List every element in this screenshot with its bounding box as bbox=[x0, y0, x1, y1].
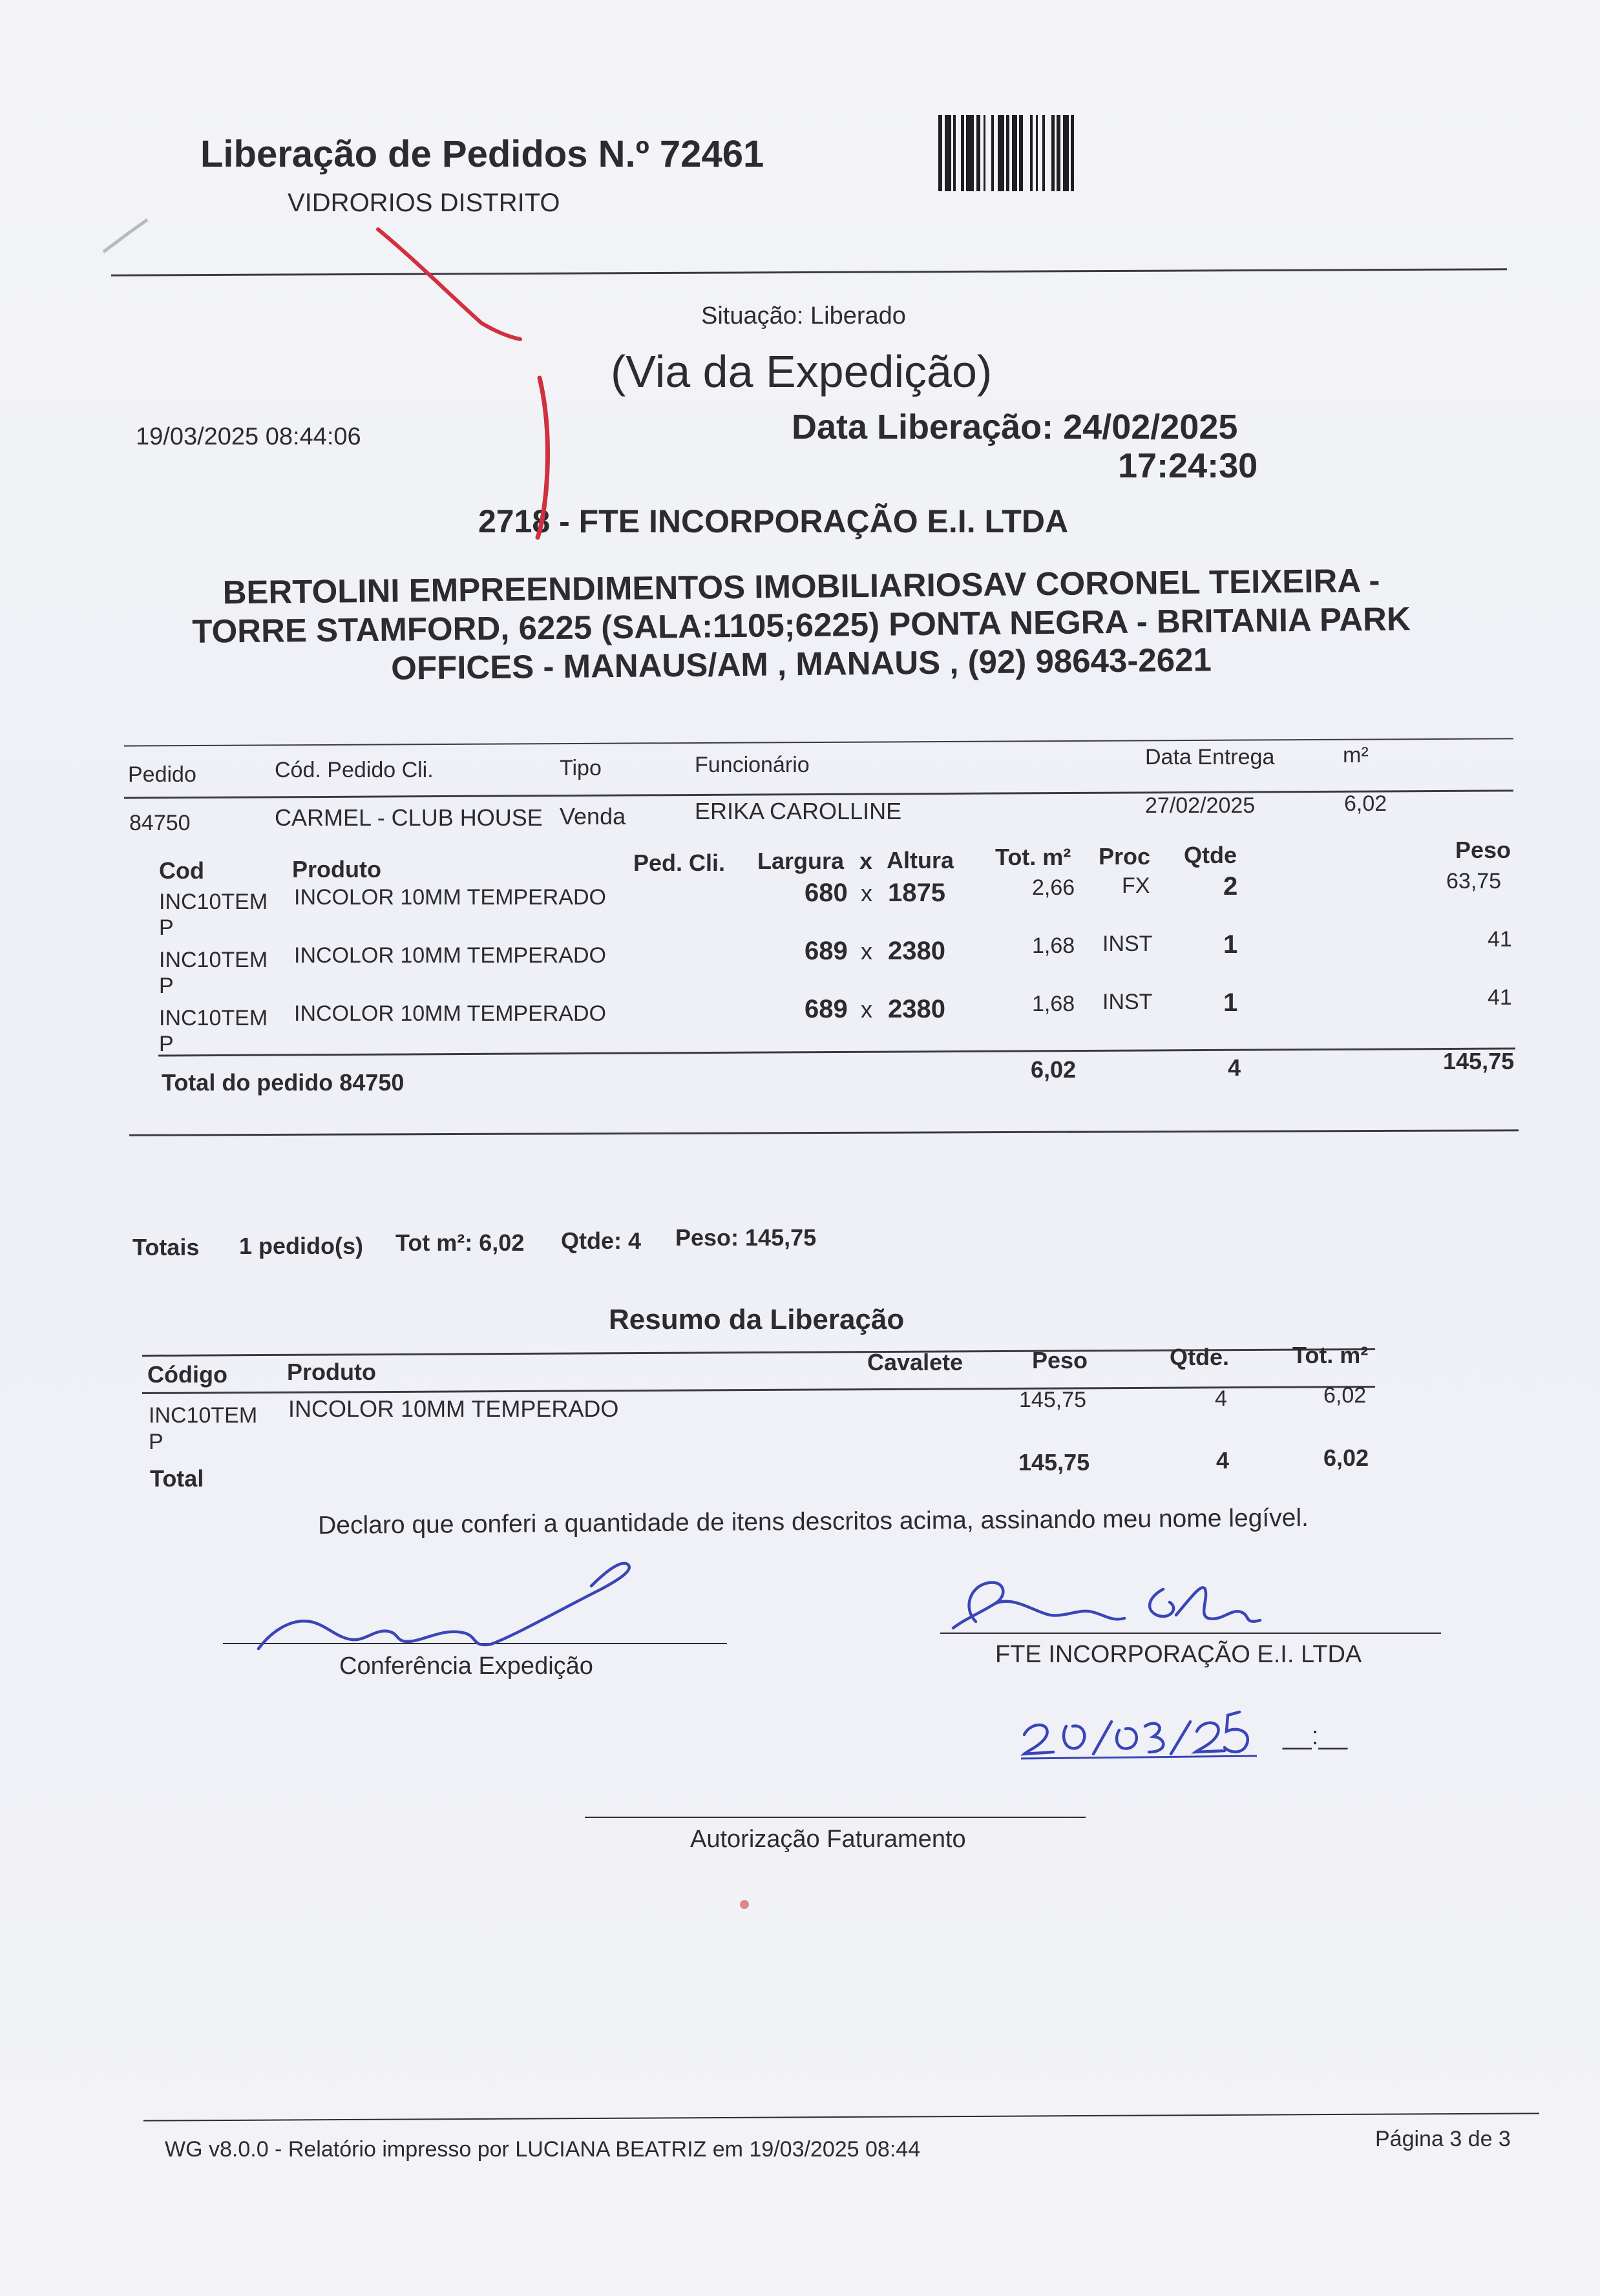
printed-datetime: 19/03/2025 08:44:06 bbox=[136, 423, 361, 450]
summary-cell-codigo: INC10TEM bbox=[149, 1403, 258, 1428]
signature-right bbox=[953, 1583, 1260, 1628]
summary-cell-qtde: 4 bbox=[1215, 1386, 1227, 1411]
summary-header-tot-m2: Tot. m² bbox=[1292, 1342, 1369, 1368]
items-header-qtde: Qtde bbox=[1184, 842, 1237, 868]
summary-header-cavalete: Cavalete bbox=[867, 1349, 963, 1375]
order-cell-tipo: Venda bbox=[560, 803, 626, 830]
footer-page-number: Página 3 de 3 bbox=[1375, 2127, 1511, 2151]
item-peso: 63,75 bbox=[1446, 869, 1502, 893]
order-header-tipo: Tipo bbox=[560, 756, 602, 780]
summary-cell-produto: INCOLOR 10MM TEMPERADO bbox=[288, 1395, 619, 1422]
summary-cell-tot-m2: 6,02 bbox=[1323, 1383, 1367, 1408]
client-name: 2718 - FTE INCORPORAÇÃO E.I. LTDA bbox=[478, 503, 1069, 539]
item-produto: INCOLOR 10MM TEMPERADO bbox=[294, 1001, 607, 1026]
item-largura: 689 bbox=[805, 995, 848, 1023]
order-header-funcionario: Funcionário bbox=[695, 753, 810, 777]
order-cell-pedido: 84750 bbox=[129, 811, 191, 835]
totals-m2: Tot m²: 6,02 bbox=[395, 1229, 525, 1256]
order-total-qtde: 4 bbox=[1228, 1054, 1241, 1081]
item-produto: INCOLOR 10MM TEMPERADO bbox=[294, 943, 607, 968]
order-cell-funcionario: ERIKA CAROLLINE bbox=[695, 798, 902, 824]
handwritten-date-underline bbox=[1021, 1756, 1257, 1759]
item-peso: 41 bbox=[1488, 927, 1512, 952]
summary-header-produto: Produto bbox=[287, 1359, 376, 1385]
item-cod-suffix: P bbox=[159, 1032, 174, 1056]
item-altura: 1875 bbox=[888, 879, 945, 907]
footer-report-info: WG v8.0.0 - Relatório impresso por LUCIANA BEATRIZ em 19/03/2025 08:44 bbox=[165, 2137, 921, 2162]
items-header-x: x bbox=[859, 848, 873, 874]
item-tot-m2: 1,68 bbox=[1032, 934, 1075, 958]
item-x: x bbox=[861, 996, 872, 1023]
summary-header-peso: Peso bbox=[1032, 1347, 1088, 1373]
order-header-pedido: Pedido bbox=[128, 762, 196, 787]
branch-name: VIDRORIOS DISTRITO bbox=[288, 189, 560, 217]
handwritten-date-strokes bbox=[1024, 1712, 1248, 1754]
red-pen-stroke bbox=[378, 229, 520, 339]
red-pen-stroke bbox=[538, 378, 548, 537]
item-proc: INST bbox=[1102, 990, 1153, 1014]
items-header-ped-cli: Ped. Cli. bbox=[633, 850, 726, 876]
item-qtde: 1 bbox=[1223, 930, 1238, 959]
item-cod-suffix: P bbox=[159, 974, 174, 998]
copy-label: (Via da Expedição) bbox=[611, 346, 993, 397]
item-proc: INST bbox=[1102, 932, 1153, 956]
item-produto: INCOLOR 10MM TEMPERADO bbox=[294, 885, 607, 910]
billing-label: Autorização Faturamento bbox=[690, 1826, 966, 1853]
status-text: Situação: Liberado bbox=[701, 302, 906, 329]
time-blank: __:__ bbox=[1283, 1722, 1348, 1750]
item-cod: INC10TEM bbox=[159, 948, 268, 972]
item-largura: 680 bbox=[805, 879, 848, 907]
item-qtde: 1 bbox=[1223, 988, 1238, 1017]
items-header-cod: Cod bbox=[159, 857, 204, 884]
totals-orders: 1 pedido(s) bbox=[239, 1233, 364, 1259]
item-altura: 2380 bbox=[888, 937, 945, 965]
client-address-line-3: OFFICES - MANAUS/AM , MANAUS , (92) 98643-2621 bbox=[390, 641, 1212, 687]
item-proc: FX bbox=[1122, 873, 1150, 898]
items-header-produto: Produto bbox=[292, 856, 381, 882]
order-header-cod-pedido-cli: Cód. Pedido Cli. bbox=[275, 758, 434, 782]
items-header-tot-m2: Tot. m² bbox=[995, 844, 1071, 870]
item-tot-m2: 2,66 bbox=[1032, 875, 1075, 900]
signature-label-right: FTE INCORPORAÇÃO E.I. LTDA bbox=[995, 1641, 1362, 1668]
signature-label-left: Conferência Expedição bbox=[339, 1653, 593, 1680]
items-header-altura: Altura bbox=[887, 847, 954, 873]
totals-peso: Peso: 145,75 bbox=[675, 1224, 817, 1251]
order-total-m2: 6,02 bbox=[1031, 1056, 1077, 1083]
order-cell-data-entrega: 27/02/2025 bbox=[1145, 793, 1256, 818]
items-header-proc: Proc bbox=[1099, 843, 1151, 870]
totals-label: Totais bbox=[132, 1234, 200, 1260]
items-header-peso: Peso bbox=[1455, 837, 1511, 863]
summary-total-label: Total bbox=[150, 1465, 204, 1492]
order-total-label: Total do pedido 84750 bbox=[162, 1069, 405, 1096]
item-peso: 41 bbox=[1488, 985, 1512, 1010]
order-header-m2: m² bbox=[1343, 743, 1369, 767]
summary-header-codigo: Código bbox=[147, 1361, 227, 1388]
release-time: 17:24:30 bbox=[1118, 446, 1258, 485]
summary-total-peso: 145,75 bbox=[1018, 1449, 1090, 1476]
signature-left bbox=[258, 1563, 629, 1649]
item-x: x bbox=[861, 938, 872, 965]
release-date: Data Liberação: 24/02/2025 bbox=[792, 408, 1238, 446]
declaration-text: Declaro que conferi a quantidade de itens descritos acima, assinando meu nome legível. bbox=[318, 1503, 1309, 1539]
summary-total-qtde: 4 bbox=[1216, 1447, 1230, 1474]
client-address-line-1: BERTOLINI EMPREENDIMENTOS IMOBILIARIOSAV CORONEL TEIXEIRA - bbox=[222, 561, 1380, 611]
document-title: Liberação de Pedidos N.º 72461 bbox=[200, 133, 764, 175]
order-total-peso: 145,75 bbox=[1443, 1048, 1515, 1074]
summary-title: Resumo da Liberação bbox=[609, 1304, 905, 1335]
red-ink-dot bbox=[740, 1900, 749, 1909]
summary-total-tot-m2: 6,02 bbox=[1323, 1445, 1369, 1471]
item-cod-suffix: P bbox=[159, 915, 174, 940]
summary-cell-peso: 145,75 bbox=[1019, 1388, 1086, 1412]
item-qtde: 2 bbox=[1223, 872, 1238, 901]
items-header-largura: Largura bbox=[757, 848, 845, 874]
order-header-data-entrega: Data Entrega bbox=[1145, 745, 1275, 769]
staple-mark bbox=[103, 220, 147, 252]
client-address-line-2: TORRE STAMFORD, 6225 (SALA:1105;6225) PONTA NEGRA - BRITANIA PARK bbox=[192, 600, 1411, 650]
order-cell-cod-pedido-cli: CARMEL - CLUB HOUSE bbox=[275, 804, 543, 831]
item-cod: INC10TEM bbox=[159, 1006, 268, 1030]
order-cell-m2: 6,02 bbox=[1344, 791, 1387, 816]
item-largura: 689 bbox=[805, 937, 848, 965]
item-altura: 2380 bbox=[888, 995, 945, 1023]
item-tot-m2: 1,68 bbox=[1032, 992, 1075, 1016]
item-cod: INC10TEM bbox=[159, 890, 268, 914]
summary-cell-codigo-suffix: P bbox=[149, 1430, 163, 1454]
totals-qtde: Qtde: 4 bbox=[561, 1227, 642, 1254]
item-x: x bbox=[861, 880, 872, 906]
summary-header-qtde: Qtde. bbox=[1170, 1344, 1230, 1370]
